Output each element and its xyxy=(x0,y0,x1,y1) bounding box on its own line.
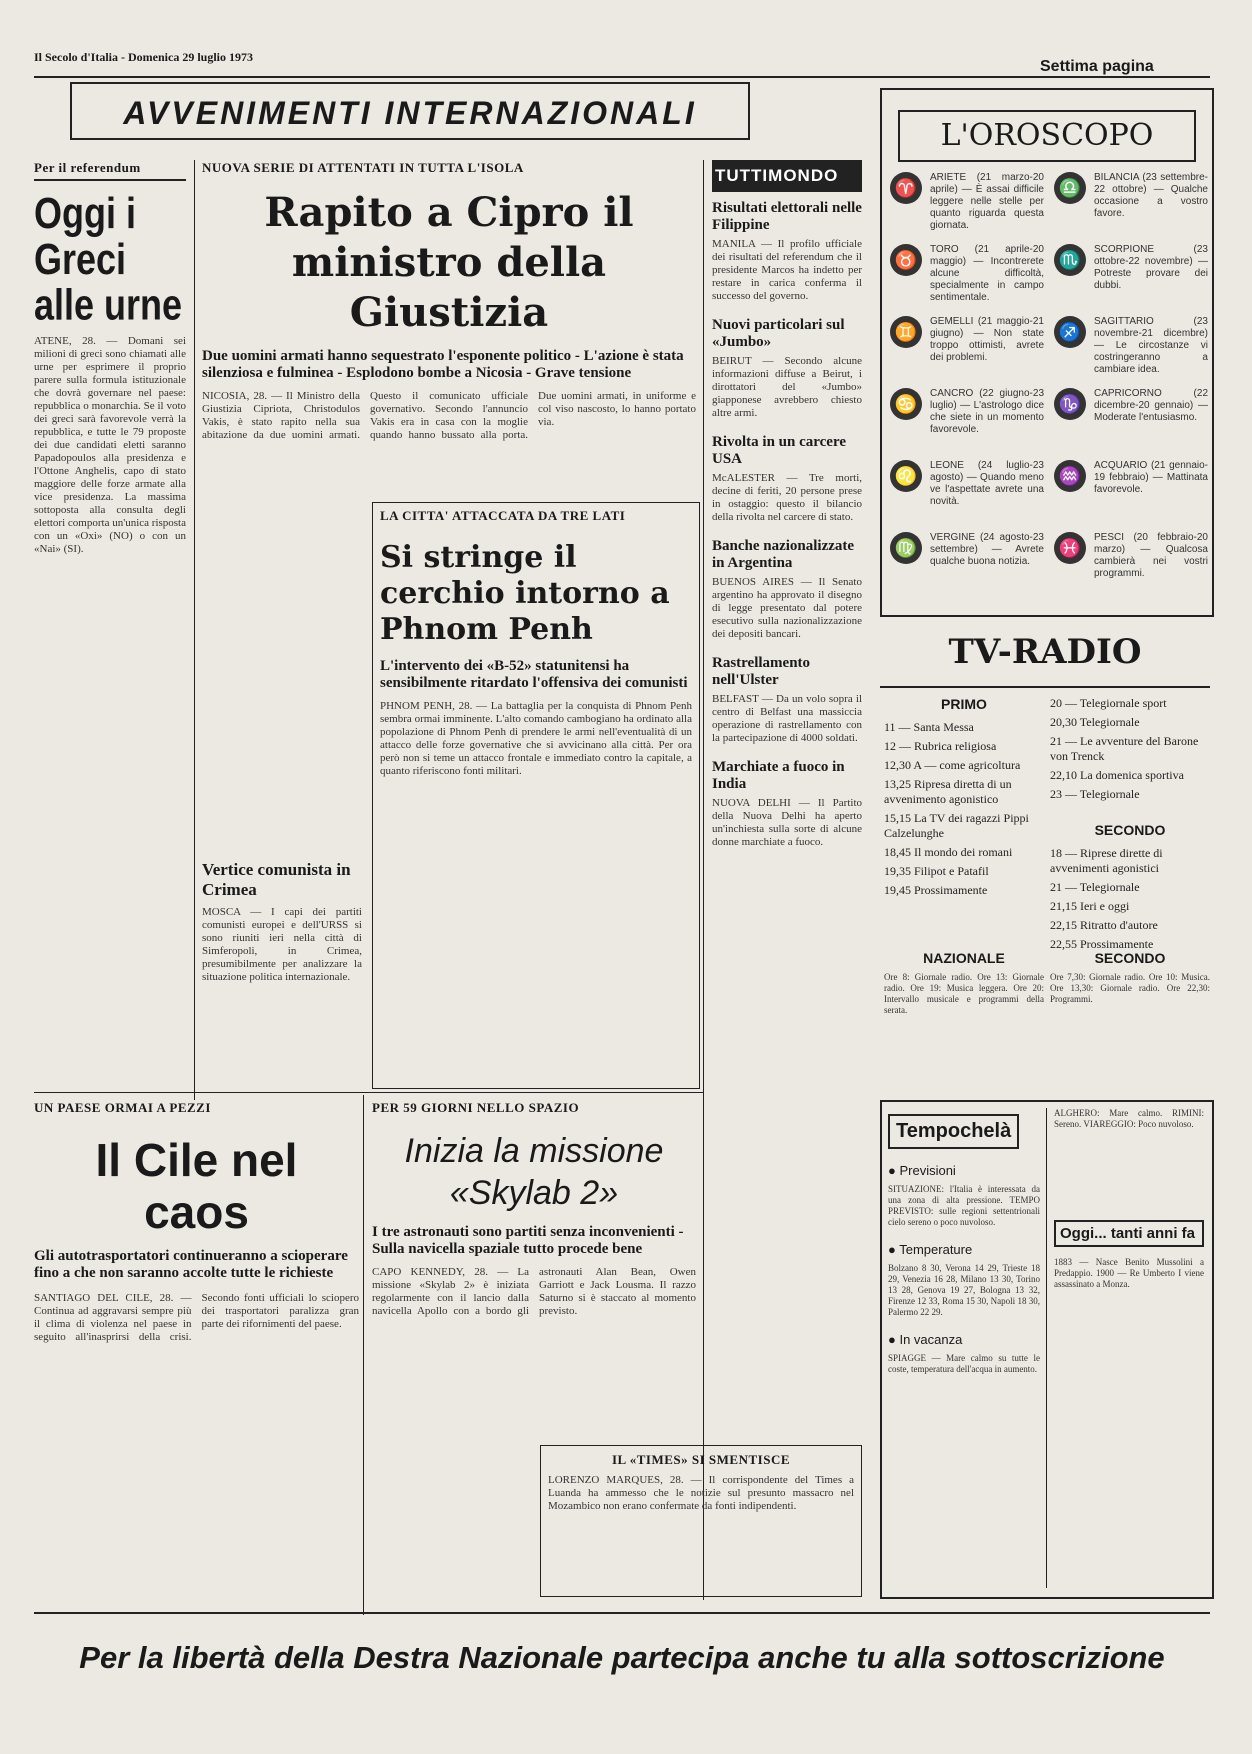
tv-program: 12,30 A — come agricoltura xyxy=(884,758,1021,772)
sign-text: CANCRO (22 giugno-23 luglio) — L'astrologo dice che siete in un momento favorevole. xyxy=(930,388,1044,435)
zodiac-icon: ♏ xyxy=(1054,244,1086,276)
tempo-right xyxy=(1054,1108,1204,1588)
cipro-headline: Rapito a Cipro il ministro della Giustizia xyxy=(264,189,634,336)
times-headline: IL «TIMES» SI SMENTISCE xyxy=(611,1452,791,1467)
greci-headline: Oggi i Greci alle urne xyxy=(34,188,183,329)
cambogia-kicker: LA CITTA' ATTACCATA DA TRE LATI xyxy=(380,508,626,523)
zodiac-icon: ♌ xyxy=(890,460,922,492)
times-article xyxy=(548,1452,854,1592)
sign-text: PESCI (20 febbraio-20 marzo) — Qualcosa cambierà nei vostri programmi. xyxy=(1094,532,1208,579)
tv-program: 21,15 Ieri e oggi xyxy=(1050,899,1130,913)
sign-text: ARIETE (21 marzo-20 aprile) — È assai difficile leggere nelle stelle per quanto riguarda questa giornata. xyxy=(930,172,1044,231)
oroscopo-sign xyxy=(1054,532,1208,600)
radio-secondo-head: SECONDO xyxy=(1094,950,1166,966)
zodiac-icon: ♐ xyxy=(1054,316,1086,348)
masthead-left: Il Secolo d'Italia - Domenica 29 luglio 1973 xyxy=(34,50,253,64)
tv-program: 18 — Riprese dirette di avvenimenti agonistici xyxy=(1050,846,1163,875)
tempo-temperature: ● Temperature xyxy=(888,1242,973,1257)
oroscopo-sign xyxy=(1054,316,1208,384)
tv-program: 12 — Rubrica religiosa xyxy=(884,739,997,753)
tv-program: 18,45 Il mondo dei romani xyxy=(884,845,1013,859)
oroscopo-sign xyxy=(1054,388,1208,456)
tempo-vac-body: SPIAGGE — Mare calmo su tutte le coste, temperatura dell'acqua in aumento. xyxy=(888,1353,1040,1374)
zodiac-icon: ♒ xyxy=(1054,460,1086,492)
radio-nazionale xyxy=(884,950,1044,1080)
tempo-temp-body: Bolzano 8 30, Verona 14 29, Trieste 18 29, Venezia 16 28, Milano 13 30, Torino 13 28, Genova 19 27, Bologna 13 32, Firenze 12 33, Roma 15 30, Napoli 18 30, Palermo 22 29. xyxy=(888,1263,1040,1317)
zodiac-icon: ♎ xyxy=(1054,172,1086,204)
zodiac-icon: ♈ xyxy=(890,172,922,204)
tv-program: 19,35 Filipot e Patafil xyxy=(884,864,989,878)
cambogia-body: PHNOM PENH, 28. — La battaglia per la conquista di Phnom Penh sembra ormai imminente. L'alto comando cambogiano ha ordinato alla popolazione di Phnom Penh di prendere le armi nell'eventualità di un attacco delle forze governative che si avvicinano alla città. Per ora però non si teme un attacco frontale e immediato contro la capitale, a quanto riferiscono fonti militari. xyxy=(380,700,692,777)
skylab-body: CAPO KENNEDY, 28. — La missione «Skylab 2» è iniziata regolarmente con il lancio dalla navicella Apollo con a bordo gli astronauti Alan Bean, Owen Garriott e Jack Lousma. Il razzo Saturno si è staccato al momento previsto. xyxy=(372,1266,696,1317)
radio-secondo xyxy=(1050,950,1210,1080)
times-body: LORENZO MARQUES, 28. — Il corrispondente del Times a Luanda ha ammesso che le notizie sul presunto massacro nel Mozambico non erano confermate da fonti indipendenti. xyxy=(548,1474,854,1512)
tuttimondo-s6: Marchiate a fuoco in India xyxy=(712,759,845,792)
tv-primo-list xyxy=(884,720,1044,898)
tempo-prev-body: SITUAZIONE: l'Italia è interessata da una zona di alta pressione. TEMPO PREVISTO: sulle regioni settentrionali cielo sereno o poco nuvoloso. xyxy=(888,1184,1040,1227)
sign-text: SAGITTARIO (23 novembre-21 dicembre) — Le circostanze vi costringeranno a cambiare idea. xyxy=(1094,316,1208,375)
tuttimondo-logo: TUTTIMONDO xyxy=(712,160,862,192)
cile-sub: Gli autotrasportatori continueranno a scioperare fino a che non saranno accolte tutte le richieste xyxy=(34,1248,348,1281)
tv-program: 23 — Telegiornale xyxy=(1050,787,1140,801)
greci-kicker: Per il referendum xyxy=(34,160,186,181)
tvradio-title: TV-RADIO xyxy=(948,632,1142,672)
sign-text: GEMELLI (21 maggio-21 giugno) — Non state troppo ottimisti, avrete dei problemi. xyxy=(930,316,1044,363)
tv-program: 19,45 Prossimamente xyxy=(884,883,988,897)
tv-program: 22,55 Prossimamente xyxy=(1050,937,1154,951)
tuttimondo-s5-body: BELFAST — Da un volo sopra il centro di Belfast una massiccia operazione di rastrellamento con la partecipazione di 4000 soldati. xyxy=(712,693,862,744)
skylab-kicker: PER 59 GIORNI NELLO SPAZIO xyxy=(372,1100,580,1115)
tuttimondo-s4: Banche nazionalizzate in Argentina xyxy=(712,538,855,571)
skylab-headline: Inizia la missione «Skylab 2» xyxy=(404,1132,664,1212)
zodiac-icon: ♑ xyxy=(1054,388,1086,420)
masthead-right: Settima pagina xyxy=(1040,58,1154,75)
cile-headline: Il Cile nel caos xyxy=(95,1134,298,1238)
sign-text: VERGINE (24 agosto-23 settembre) — Avrete qualche buona notizia. xyxy=(930,532,1044,567)
sign-text: TORO (21 aprile-20 maggio) — Incontrerete alcune difficoltà, specialmente in campo sentimentale. xyxy=(930,244,1044,303)
radio-secondo-body: Ore 7,30: Giornale radio. Ore 10: Musica. Ore 13,30: Giornale radio. Ore 22,30: Programmi. xyxy=(1050,972,1210,1004)
greci-body: ATENE, 28. — Domani sei milioni di greci sono chiamati alle urne per esprimere il proprio parere sulla formula istituzionale che dovrà governare nel paese: repubblica o monarchia. Se il voto dei greci sarà favorevole verrà la repubblica, e tutte le 79 proposte dei due candidati eletti saranno Papadopoulos alla presidenza e l'Ottone Anghelis, capo di stato maggiore delle forze armate alla vice presidenza. La massima sottoposta alla consulta degli elettori comporta un'unica risposta con un «Oxi» (NO) o con un «Nai» (SI). xyxy=(34,335,186,555)
tempo-previsioni: ● Previsioni xyxy=(888,1163,956,1178)
cile-article xyxy=(34,1100,359,1600)
footer-banner: Per la libertà della Destra Nazionale partecipa anche tu alla sottoscrizione xyxy=(79,1640,1165,1675)
tuttimondo-column xyxy=(712,160,862,1560)
tv-program: 22,15 Ritratto d'autore xyxy=(1050,918,1158,932)
tv-program: 15,15 La TV dei ragazzi Pippi Calzelunghe xyxy=(884,811,1029,840)
sign-text: BILANCIA (23 settembre-22 ottobre) — Qualche occasione a vostro favore. xyxy=(1094,172,1208,219)
masthead-rule xyxy=(34,76,1210,78)
oroscopo-sign xyxy=(1054,244,1208,312)
radio-nazionale-head: NAZIONALE xyxy=(923,950,1005,966)
section-title: AVVENIMENTI INTERNAZIONALI xyxy=(123,95,697,131)
zodiac-icon: ♉ xyxy=(890,244,922,276)
greci-article xyxy=(34,160,186,1090)
oroscopo-sign xyxy=(890,316,1044,384)
tv-program: 20,30 Telegiornale xyxy=(1050,715,1140,729)
zodiac-icon: ♋ xyxy=(890,388,922,420)
sign-text: LEONE (24 luglio-23 agosto) — Quando meno ve l'aspettate avrete una novità. xyxy=(930,460,1044,507)
tv-primo2-list xyxy=(1050,696,1210,802)
crimea-body: MOSCA — I capi dei partiti comunisti europei e dell'URSS si sono riuniti ieri nella città di Simferopoli, in Crimea, presumibilmente per analizzare la situazione politica internazionale. xyxy=(202,906,362,983)
footer-rule xyxy=(34,1612,1210,1614)
oroscopo-sign xyxy=(890,172,1044,240)
tv-primo-head: PRIMO xyxy=(941,696,987,712)
anni-title: Oggi... tanti anni fa xyxy=(1054,1220,1204,1247)
oroscopo-sign xyxy=(890,388,1044,456)
sign-text: SCORPIONE (23 ottobre-22 novembre) — Potreste provare dei dubbi. xyxy=(1094,244,1208,291)
tempo-left xyxy=(888,1108,1040,1588)
oroscopo-sign xyxy=(890,532,1044,600)
tempo-vacanza: ● In vacanza xyxy=(888,1332,963,1347)
tempo-right-body: ALGHERO: Mare calmo. RIMINI: Sereno. VIAREGGIO: Poco nuvoloso. xyxy=(1054,1108,1204,1129)
mid-rule xyxy=(34,1092,704,1093)
tempo-title: Tempochelà xyxy=(888,1114,1019,1149)
tempo-previsioni-label: Previsioni xyxy=(899,1163,956,1178)
tuttimondo-s1: Risultati elettorali nelle Filippine xyxy=(712,200,862,233)
tuttimondo-s5: Rastrellamento nell'Ulster xyxy=(712,655,811,688)
tuttimondo-s1-body: MANILA — Il profilo ufficiale dei risultati del referendum che il presidente Marcos ha indetto per restare in carica conferma il successo del governo. xyxy=(712,238,862,302)
zodiac-icon: ♓ xyxy=(1054,532,1086,564)
cambogia-headline: Si stringe il cerchio intorno a Phnom Penh xyxy=(380,540,670,647)
oroscopo-sign xyxy=(890,244,1044,312)
oroscopo-sign xyxy=(890,460,1044,528)
tuttimondo-s2-body: BEIRUT — Secondo alcune informazioni diffuse a Beirut, i dirottatori del «Jumbo» giapponese avrebbero chiesto altre armi. xyxy=(712,355,862,419)
tuttimondo-s3-body: McALESTER — Tre morti, decine di feriti, 20 persone prese in ostaggio: questo il bilancio della rivolta nel carcere di stato. xyxy=(712,472,862,523)
sign-text: ACQUARIO (21 gennaio-19 febbraio) — Mattinata favorevole. xyxy=(1094,460,1208,495)
cipro-article xyxy=(202,160,696,490)
tuttimondo-s4-body: BUENOS AIRES — Il Senato argentino ha approvato il disegno di legge presentato dal potere esecutivo sulla nazionalizzazione dei depositi bancari. xyxy=(712,576,862,640)
sign-text: CAPRICORNO (22 dicembre-20 gennaio) — Moderate l'entusiasmo. xyxy=(1094,388,1208,423)
oroscopo-title: L'OROSCOPO xyxy=(940,118,1154,153)
tv-secondo-head: SECONDO xyxy=(1094,822,1166,838)
tuttimondo-s6-body: NUOVA DELHI — Il Partito della Nuova Delhi ha aperto un'inchiesta sulla sorte di alcune donne marchiate a fuoco. xyxy=(712,797,862,848)
tuttimondo-s3: Rivolta in un carcere USA xyxy=(712,434,847,467)
cipro-body: NICOSIA, 28. — Il Ministro della Giustizia Cipriota, Christodulos Vakis, è stato rapito nella sua abitazione da due uomini armati. Questo il comunicato ufficiale governativo. Secondo l'annuncio Vakis era in casa con la moglie quando hanno bussato alla porta. Due uomini armati, in uniforme e col viso nascosto, lo hanno portato via. xyxy=(202,390,696,441)
oroscopo-sign xyxy=(1054,460,1208,528)
skylab-sub: I tre astronauti sono partiti senza inconvenienti - Sulla navicella spaziale tutto procede bene xyxy=(372,1224,684,1257)
tv-secondo-list xyxy=(1050,846,1210,952)
tv-program: 11 — Santa Messa xyxy=(884,720,974,734)
crimea-headline: Vertice comunista in Crimea xyxy=(202,860,351,899)
tv-program: 21 — Le avventure del Barone von Trenck xyxy=(1050,734,1199,763)
cambogia-sub: L'intervento dei «B-52» statunitensi ha sensibilmente ritardato l'offensiva dei comunisti xyxy=(380,658,688,691)
tempo-vacanza-label: In vacanza xyxy=(899,1332,963,1347)
tv-program: 20 — Telegiornale sport xyxy=(1050,696,1167,710)
tempo-temperature-label: Temperature xyxy=(899,1242,973,1257)
tuttimondo-s2: Nuovi particolari sul «Jumbo» xyxy=(712,317,845,350)
cambogia-article xyxy=(380,508,692,1083)
tv-program: 22,10 La domenica sportiva xyxy=(1050,768,1184,782)
crimea-article xyxy=(202,860,362,1085)
anni-body: 1883 — Nasce Benito Mussolini a Predappio. 1900 — Re Umberto I viene assassinato a Monza. xyxy=(1054,1257,1204,1289)
zodiac-icon: ♊ xyxy=(890,316,922,348)
cipro-sub: Due uomini armati hanno sequestrato l'esponente politico - L'azione è stata silenziosa e fulminea - Esplodono bombe a Nicosia - Grave tensione xyxy=(202,348,684,381)
cipro-kicker: NUOVA SERIE DI ATTENTATI IN TUTTA L'ISOLA xyxy=(202,160,524,175)
tv-program: 21 — Telegiornale xyxy=(1050,880,1140,894)
cile-body: SANTIAGO DEL CILE, 28. — Continua ad aggravarsi sempre più il clima di violenza nel paese in seguito all'inasprirsi della crisi. Secondo fonti ufficiali lo sciopero dei trasportatori paralizza gran parte dei rifornimenti del paese. xyxy=(34,1292,359,1343)
skylab-article xyxy=(372,1100,696,1440)
tv-program: 13,25 Ripresa diretta di un avvenimento agonistico xyxy=(884,777,1012,806)
oroscopo-sign xyxy=(1054,172,1208,240)
cile-kicker: UN PAESE ORMAI A PEZZI xyxy=(34,1100,211,1115)
zodiac-icon: ♍ xyxy=(890,532,922,564)
radio-nazionale-body: Ore 8: Giornale radio. Ore 13: Giornale radio. Ore 19: Musica leggera. Ore 20: Intervallo musicale e programmi della serata. xyxy=(884,972,1044,1015)
